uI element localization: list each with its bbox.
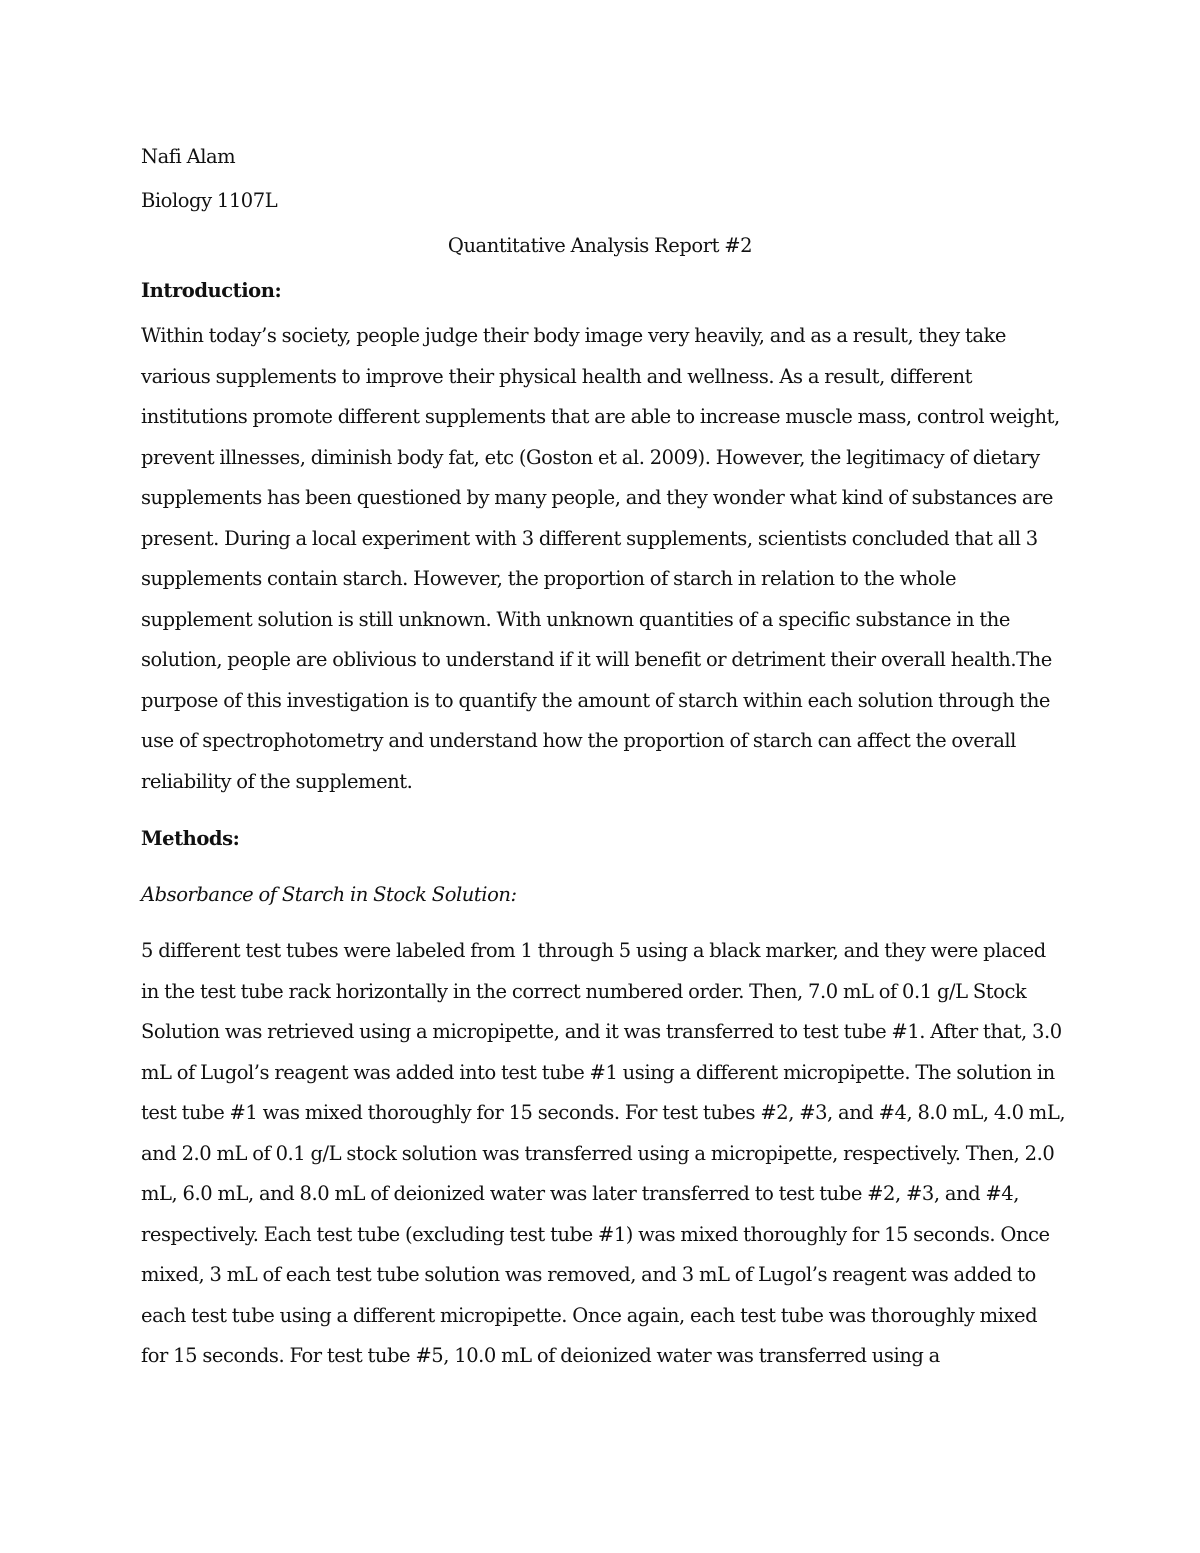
course-name: Biology 1107L: [141, 189, 278, 212]
introduction-heading: Introduction:: [141, 279, 282, 302]
methods-line: mixed, 3 mL of each test tube solution was removed, and 3 mL of Lugol’s reagent was added to: [141, 1263, 1036, 1286]
intro-line: supplement solution is still unknown. With unknown quantities of a specific substance in the: [141, 608, 1010, 631]
intro-line: solution, people are oblivious to understand if it will benefit or detriment their overall health.The: [141, 648, 1052, 671]
report-title: Quantitative Analysis Report #2: [447, 234, 753, 257]
methods-line: Solution was retrieved using a micropipette, and it was transferred to test tube #1. After that, 3.0: [141, 1020, 1062, 1043]
methods-line: for 15 seconds. For test tube #5, 10.0 mL of deionized water was transferred using a: [141, 1344, 940, 1367]
methods-line: in the test tube rack horizontally in the correct numbered order. Then, 7.0 mL of 0.1 g/L Stock: [141, 980, 1027, 1003]
methods-line: mL of Lugol’s reagent was added into test tube #1 using a different micropipette. The solution in: [141, 1061, 1055, 1084]
author-name: Nafi Alam: [141, 145, 236, 168]
methods-heading: Methods:: [141, 827, 240, 850]
intro-line: supplements has been questioned by many people, and they wonder what kind of substances are: [141, 486, 1054, 509]
methods-line: mL, 6.0 mL, and 8.0 mL of deionized water was later transferred to test tube #2, #3, and #4,: [141, 1182, 1020, 1205]
methods-line: and 2.0 mL of 0.1 g/L stock solution was transferred using a micropipette, respectively. Then, 2.0: [141, 1142, 1055, 1165]
intro-line: reliability of the supplement.: [141, 770, 413, 793]
intro-line: use of spectrophotometry and understand how the proportion of starch can affect the overall: [141, 729, 1016, 752]
methods-line: respectively. Each test tube (excluding test tube #1) was mixed thoroughly for 15 seconds. Once: [141, 1223, 1050, 1246]
intro-line: prevent illnesses, diminish body fat, etc (Goston et al. 2009). However, the legitimacy of dietary: [141, 446, 1040, 469]
methods-subheading: Absorbance of Starch in Stock Solution:: [141, 883, 517, 906]
intro-line: Within today’s society, people judge their body image very heavily, and as a result, they take: [141, 324, 1006, 347]
intro-line: supplements contain starch. However, the proportion of starch in relation to the whole: [141, 567, 957, 590]
intro-line: institutions promote different supplements that are able to increase muscle mass, control weight,: [141, 405, 1060, 428]
intro-line: various supplements to improve their physical health and wellness. As a result, different: [141, 365, 972, 388]
methods-line: test tube #1 was mixed thoroughly for 15 seconds. For test tubes #2, #3, and #4, 8.0 mL, 4.0 mL,: [141, 1101, 1066, 1124]
intro-line: present. During a local experiment with 3 different supplements, scientists concluded that all 3: [141, 527, 1038, 550]
intro-line: purpose of this investigation is to quantify the amount of starch within each solution through the: [141, 689, 1051, 712]
methods-line: each test tube using a different micropipette. Once again, each test tube was thoroughly mixed: [141, 1304, 1038, 1327]
methods-line: 5 different test tubes were labeled from 1 through 5 using a black marker, and they were placed: [141, 939, 1046, 962]
